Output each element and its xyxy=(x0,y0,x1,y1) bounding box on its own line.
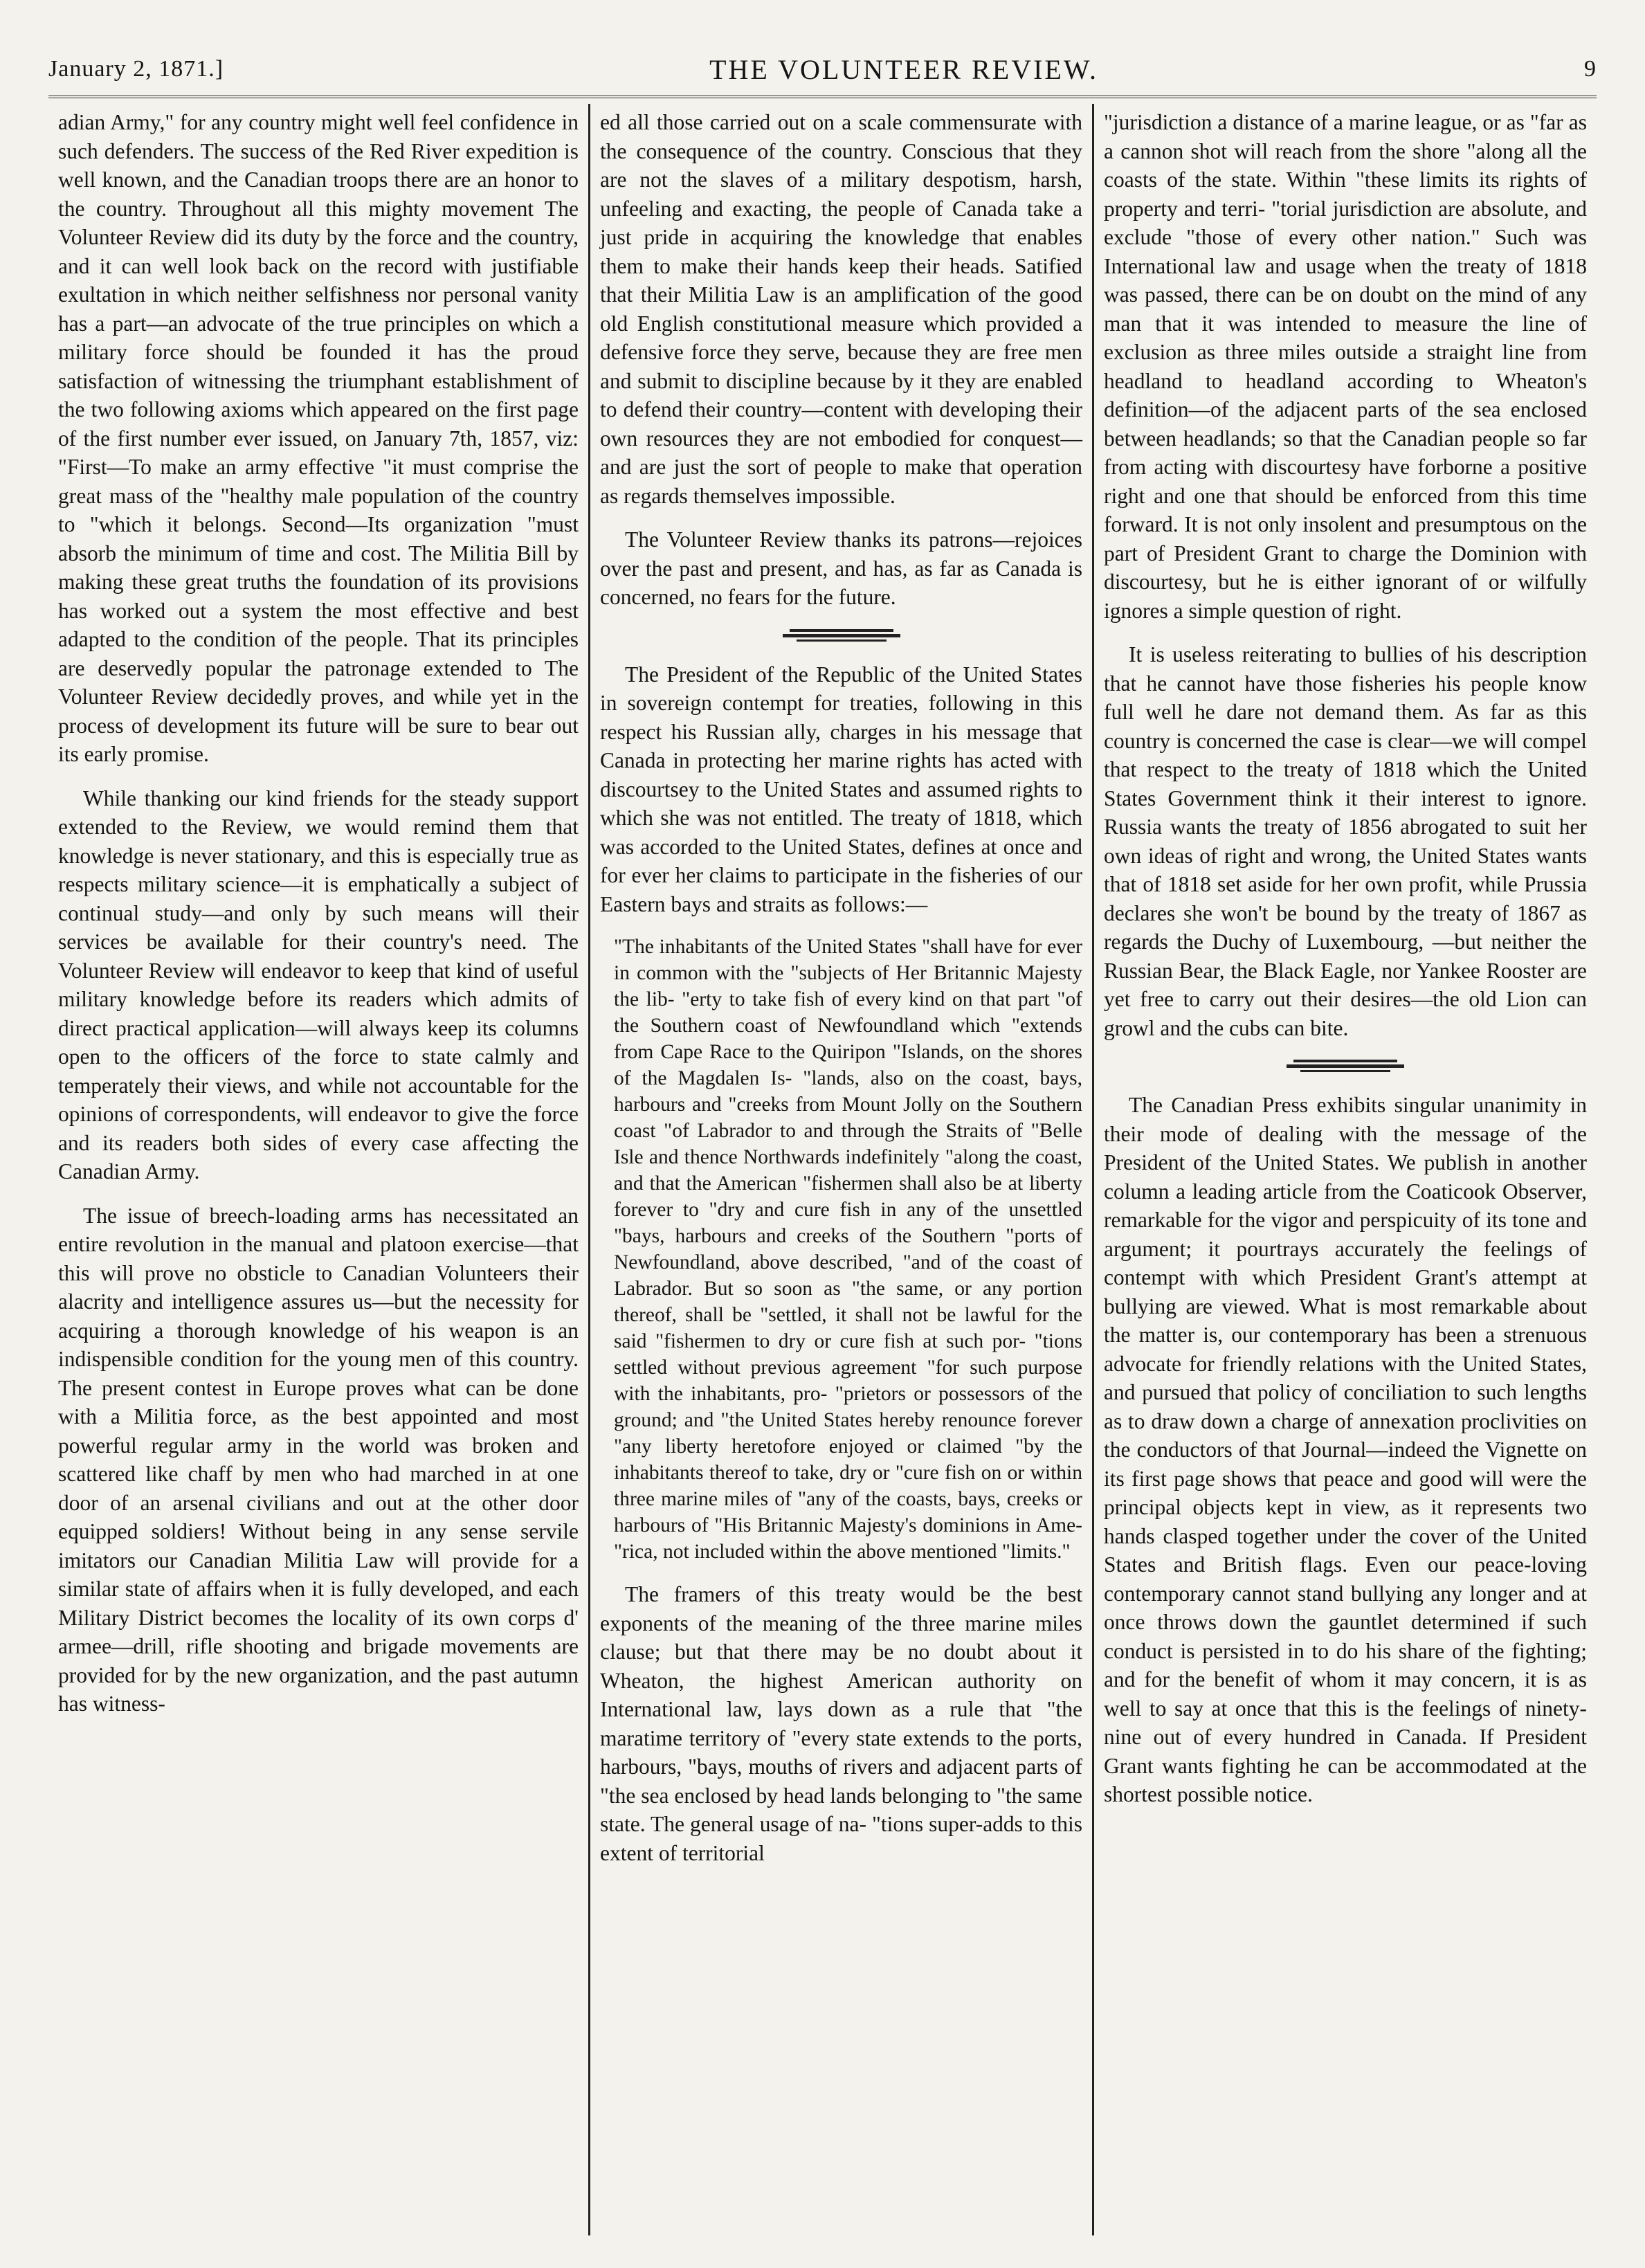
article-paragraph: The Canadian Press exhibits singular unanimity in their mode of dealing with the message of the President of the United States. We publish in another column a leading article from the Coaticook Observer, remarkable for the vigor and perspicuity of its tone and argument; it pourtrays accurately the feelings of contempt with which President Grant's attempt at bullying are viewed. What is most remarkable about the matter is, our contemporary has been a strenuous advocate for friendly relations with the United States, and pursued that policy of conciliation to such lengths as to draw down a charge of annexation proclivities on the conductors of that Journal—indeed the Vignette on its first page shows that peace and good will were the principal objects kept in view, as it represents two hands clasped together under the cover of the United States and British flags. Even our peace-loving contemporary cannot stand bullying any longer and at once throws down the gauntlet determined if such conduct is persisted in to do his share of the fighting; and for the benefit of whom it may concern, it is as well to say at once that this is the feelings of ninety-nine out of every hundred in Canada. If President Grant wants fighting he can be accommodated at the shortest possible notice. xyxy=(1104,1093,1587,1806)
article-paragraph: The President of the Republic of the United States in sovereign contempt for treaties, following in this respect his Russian ally, charges in his message that Canada in protecting her marine rights has acted with discourtsey to the United States and assumed rights to which she was not entitled. The treaty of 1818, which was accorded to the United States, defines at once and for ever her claims to participate in the fisheries of our Eastern bays and straits as follows:— xyxy=(600,662,1082,916)
article-paragraph: It is useless reiterating to bullies of his description that he cannot have those fisheries his people know full well he dare not demand them. As far as this country is concerned the case is clear—we will compel that respect to the treaty of 1818 which the United States Government think it their interest to ignore. Russia wants the treaty of 1856 abrogated to suit her own ideas of right and wrong, the United States wants that of 1818 set aside for her own profit, while Prussia declares she won't be bound by the treaty of 1867 as regards the Duchy of Luxembourg, —but neither the Russian Bear, the Black Eagle, nor Yankee Rooster are yet free to carry out their desires—the old Lion can growl and the cubs can bite. xyxy=(1104,642,1587,1040)
article-columns xyxy=(48,104,1597,2235)
column-1 xyxy=(48,104,588,2235)
column-2 xyxy=(588,104,1092,2235)
article-paragraph: The issue of breech-loading arms has necessitated an entire revolution in the manual and platoon exercise—that this will prove no obsticle to Canadian Volunteers their alacrity and intelligence assures us—but the necessity for acquiring a thorough knowledge of his weapon is an indispensible condition for the young men of this country. The present contest in Europe proves what can be done with a Militia force, as the best appointed and most powerful regular army in the world was broken and scattered like chaff by men who had marched in at one door of an arsenal civilians and out at the other door equipped soldiers! Without being in any sense servile imitators our Canadian Militia Law will provide for a similar state of affairs when it is fully developed, and each Military District becomes the locality of its own corps d' armee—drill, rifle shooting and brigade movements are provided for by the new organization, and the past autumn has witness- xyxy=(58,1203,579,1716)
section-divider xyxy=(783,627,900,642)
article-paragraph: ed all those carried out on a scale commensurate with the consequence of the country. Conscious that they are not the slaves of a military despotism, harsh, unfeeling and exacting, the people of Canada take a just pride in acquiring the knowledge that enables them to make their hands keep their heads. Satified that their Militia Law is an amplification of the good old English constitutional measure which provided a defensive force they serve, because they are free men and submit to discipline because by it they are enabled to defend their country—content with developing their own resources they are not embodied for conquest—and are just the sort of people to make that operation as regards themselves impossible. xyxy=(600,110,1082,508)
page-number: 9 xyxy=(1583,56,1597,82)
article-paragraph: adian Army," for any country might well feel confidence in such defenders. The success of the Red River expedition is well known, and the Canadian troops there are an honor to the country. Throughout all this mighty movement The Volunteer Review did its duty by the force and the country, and it can well look back on the record with justifiable exultation in which neither selfishness nor personal vanity has a part—an advocate of the true principles on which a military force should be founded it has the proud satisfaction of witnessing the triumphant establishment of the two following axioms which appeared on the first page of the first number ever issued, on January 7th, 1857, viz: "First—To make an army effective "it must comprise the great mass of the "healthy male population of the country to "which it belongs. Second—Its organization "must absorb the minimum of time and cost. The Militia Bill by making these great truths the foundation of its provisions has worked out a system the most effective and best adapted to the condition of the people. That its principles are deservedly popular the patronage extended to The Volunteer Review decidedly proves, and while yet in the process of development its future will be sure to bear out its early promise. xyxy=(58,110,579,766)
article-paragraph: The framers of this treaty would be the best exponents of the meaning of the three marine miles clause; but that there may be no doubt about it Wheaton, the highest American authority on International law, lays down as a rule that "the maratime territory of "every state extends to the ports, harbours, "bays, mouths of rivers and adjacent parts of "the sea enclosed by head lands belonging to "the same state. The general usage of na- "tions super-adds to this extent of territorial xyxy=(600,1582,1082,1865)
publication-title: THE VOLUNTEER REVIEW. xyxy=(709,53,1098,85)
section-divider xyxy=(1287,1058,1404,1073)
masthead-rule xyxy=(48,96,1597,98)
column-3 xyxy=(1092,104,1597,2235)
treaty-quote: "The inhabitants of the United States "shall have for ever in common with the "subjects of Her Britannic Majesty the lib- "erty to take fish of every kind on that part "of the Southern coast of Newfoundland which "extends from Cape Race to the Quiripon "Islands, on the shores of the Magdalen Is- "lands, also on the coast, bays, harbours and "creeks from Mount Jolly on the Southern coast "of Labrador to and through the Straits of "Belle Isle and thence Northwards indefinitely "along the coast, and that the American "fishermen shall also be at liberty forever to "dry and cure fish in any of the unsettled "bays, harbours and creeks of the Southern "ports of Newfoundland, above described, "and of the coast of Labrador. But so soon as "the same, or any portion thereof, shall be "settled, it shall not be lawful for the said "fishermen to dry or cure fish at such por- "tions settled without previous agreement "for such purpose with the inhabitants, pro- "prietors or possessors of the ground; and "the United States hereby renounce forever "any liberty heretofore enjoyed or claimed "by the inhabitants thereof to take, dry or "cure fish on or within three marine miles of "any of the coasts, bays, creeks or harbours of "His Britannic Majesty's dominions in Ame- "rica, not included within the above mentioned "limits." xyxy=(614,936,1082,1563)
article-paragraph: "jurisdiction a distance of a marine league, or as "far as a cannon shot will reach from the shore "along all the coasts of the state. Within "these limits its rights of property and terri- "torial jurisdiction are absolute, and exclude "those of every other nation." Such was International law and usage when the treaty of 1818 was passed, there can be on doubt on the mind of any man that it was intended to measure the line of exclusion as three miles outside a straight line from headland to headland according to Wheaton's definition—of the adjacent parts of the sea enclosed between headlands; so that the Canadian people so far from acting with discourtesy have forborne a positive right and one that should be enforced from this time forward. It is not only insolent and presumptous on the part of President Grant to charge the Dominion with discourtesy, but he is either ignorant of or wilfully ignores a simple question of right. xyxy=(1104,110,1587,623)
article-paragraph: The Volunteer Review thanks its patrons—rejoices over the past and present, and has, as far as Canada is concerned, no fears for the future. xyxy=(600,527,1082,609)
issue-date: January 2, 1871.] xyxy=(48,56,224,82)
masthead xyxy=(48,48,1597,90)
article-paragraph: While thanking our kind friends for the steady support extended to the Review, we would remind them that knowledge is never stationary, and this is especially true as respects military science—it is emphatically a subject of continual study—and only by such means will their services be available for their country's need. The Volunteer Review will endeavor to keep that kind of useful military knowledge before its readers which admits of direct practical application—will always keep its columns open to the officers of the force to state calmly and temperately their views, and while not accountable for the opinions of correspondents, will endeavor to give the force and its readers both sides of every case affecting the Canadian Army. xyxy=(58,786,579,1183)
